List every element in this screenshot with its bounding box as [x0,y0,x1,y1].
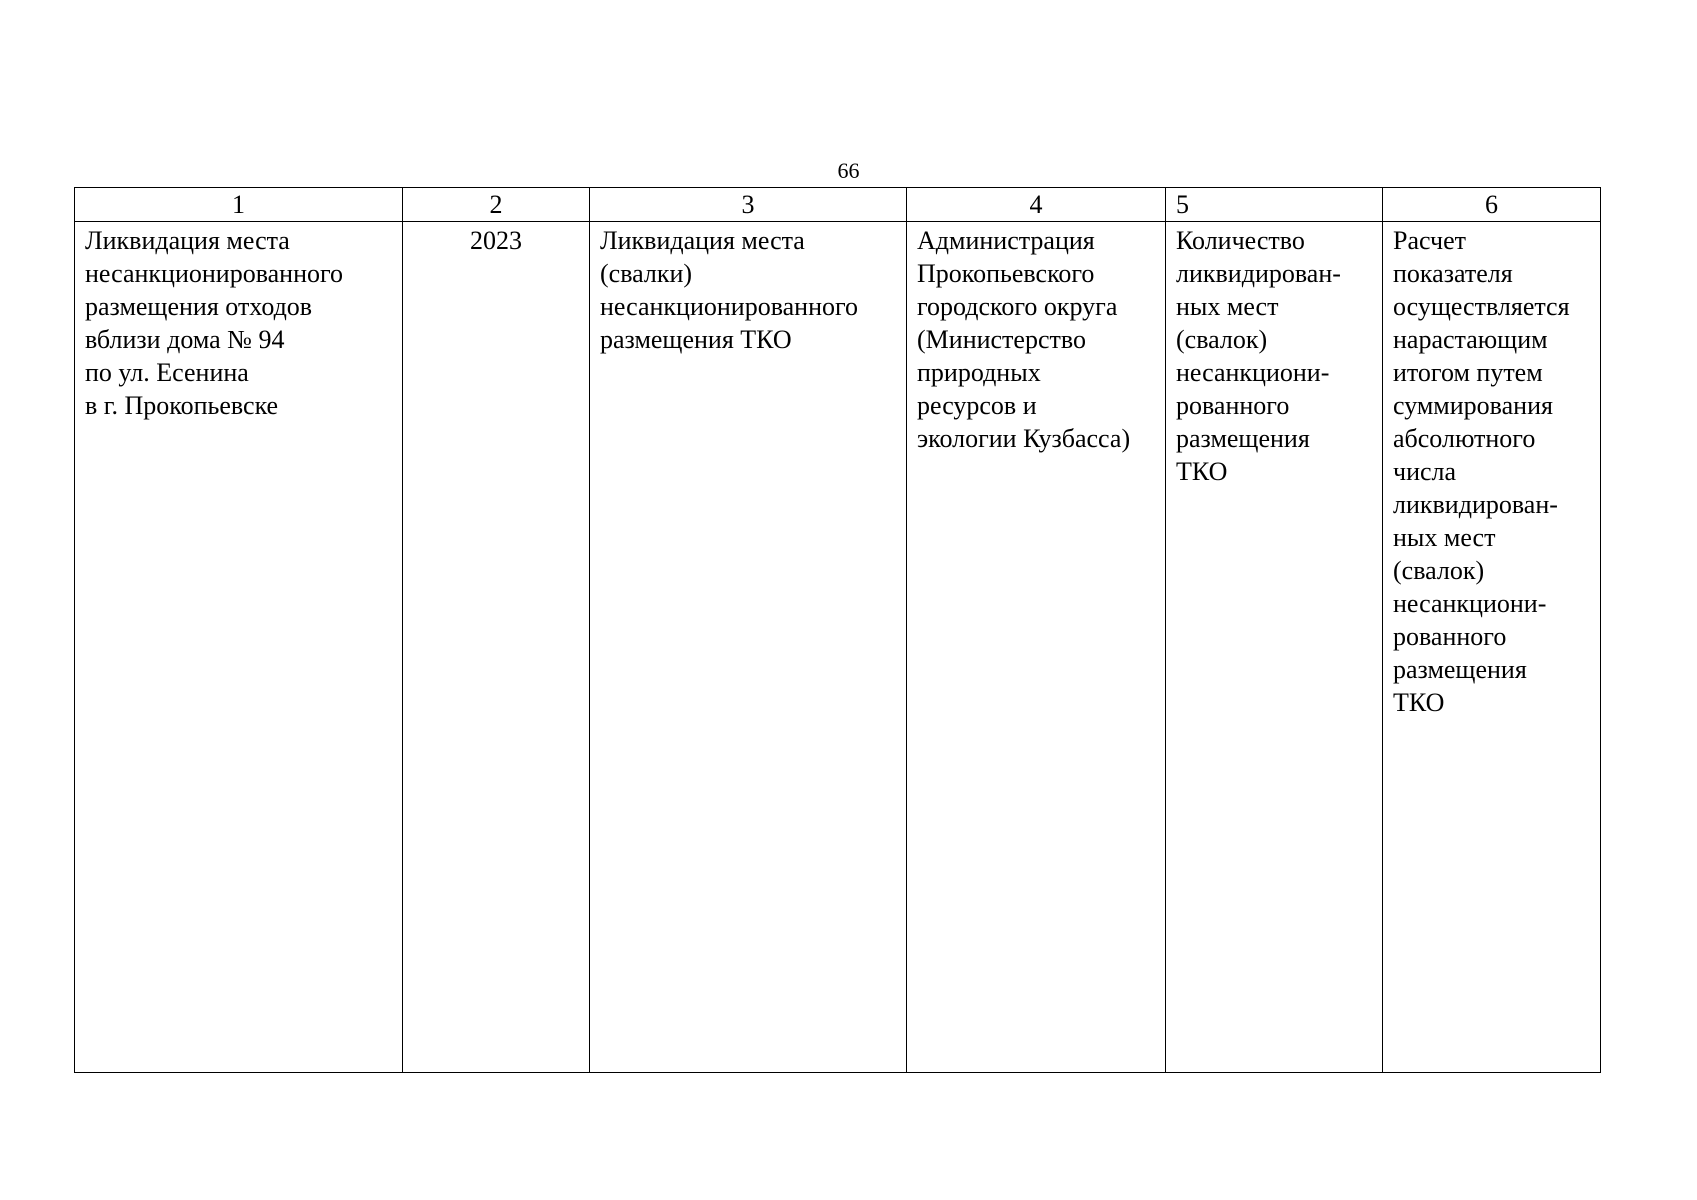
column-header-5: 5 [1166,188,1383,222]
cell-calculation-method: Расчет показателя осуществляется нарастающим итогом путем суммирования абсолютного числа ликвидирован- ных мест (свалок) несанкциони- рованного размещения ТКО [1383,222,1601,1073]
table-row [75,222,1601,1073]
page-number-text: 66 [837,158,860,183]
column-header-1: 1 [75,188,403,222]
table-header [75,188,1601,222]
page-number [0,158,1697,184]
table-body [75,222,1601,1073]
cell-indicator: Количество ликвидирован- ных мест (свалок) несанкциони- рованного размещения ТКО [1166,222,1383,1073]
document-table [74,187,1601,1073]
cell-responsible: Администрация Прокопьевского городского округа (Министерство природных ресурсов и экологии Кузбасса) [907,222,1166,1073]
cell-result: Ликвидация места (свалки) несанкционированного размещения ТКО [590,222,907,1073]
header-row [75,188,1601,222]
column-header-3: 3 [590,188,907,222]
cell-event-name: Ликвидация места несанкционированного размещения отходов вблизи дома № 94 по ул. Есенина в г. Прокопьевске [75,222,403,1073]
column-header-4: 4 [907,188,1166,222]
column-header-2: 2 [403,188,590,222]
cell-year: 2023 [403,222,590,1073]
column-header-6: 6 [1383,188,1601,222]
